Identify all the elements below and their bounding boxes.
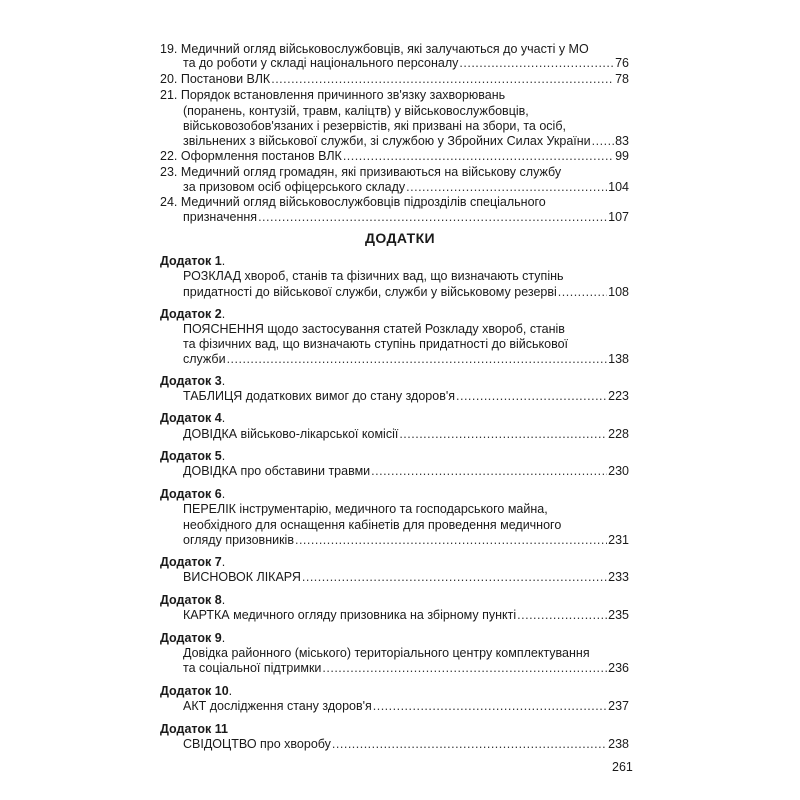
dot-leader bbox=[371, 464, 607, 479]
dot-leader bbox=[258, 210, 607, 225]
dot-leader bbox=[399, 427, 607, 442]
appendix-10-entry bbox=[183, 699, 629, 714]
appendix-6-line3: огляду призовників bbox=[183, 533, 294, 547]
appendix-label-text: Додаток 5 bbox=[160, 449, 222, 463]
toc-entry-21-line1: 21. Порядок встановлення причинного зв'язку захворювань bbox=[160, 88, 506, 102]
toc-entry-19 bbox=[183, 56, 629, 71]
appendix-3-label bbox=[160, 374, 225, 389]
appendix-11-label bbox=[160, 722, 228, 737]
appendix-label-dot: . bbox=[221, 593, 226, 607]
appendix-4-entry bbox=[183, 427, 629, 442]
appendix-10-line1: АКТ дослідження стану здоров'я bbox=[183, 699, 372, 713]
toc-page-number: 76 bbox=[615, 56, 629, 70]
appendix-1-line1: РОЗКЛАД хвороб, станів та фізичних вад, що визначають ступінь bbox=[183, 269, 564, 283]
appendix-label-text: Додаток 2 bbox=[160, 307, 222, 321]
dot-leader bbox=[558, 285, 607, 300]
toc-entry-19-line1: 19. Медичний огляд військовослужбовців, які залучаються до участі у МО bbox=[160, 42, 589, 56]
appendix-label-dot: . bbox=[221, 449, 226, 463]
appendix-4-label bbox=[160, 411, 225, 426]
toc-page-number: 235 bbox=[608, 608, 629, 622]
appendix-label-dot: . bbox=[221, 411, 226, 425]
appendix-label-dot: . bbox=[221, 254, 226, 268]
appendix-1-line2: придатності до військової служби, служби у військовому резерві bbox=[183, 285, 557, 299]
appendices-heading: ДОДАТКИ bbox=[364, 230, 436, 246]
toc-entry-24-line1: 24. Медичний огляд військовослужбовців підрозділів спеціального bbox=[160, 195, 546, 209]
dot-leader bbox=[271, 72, 614, 87]
appendix-label-text: Додаток 8 bbox=[160, 593, 222, 607]
dot-leader bbox=[302, 570, 607, 585]
dot-leader bbox=[322, 661, 607, 676]
appendix-4-line1: ДОВІДКА військово-лікарської комісії bbox=[183, 427, 399, 441]
toc-page-number: 223 bbox=[608, 389, 629, 403]
appendix-label-text: Додаток 1 bbox=[160, 254, 222, 268]
dot-leader bbox=[343, 149, 614, 164]
appendix-label-text: Додаток 9 bbox=[160, 631, 222, 645]
appendix-label-text: Додаток 10 bbox=[160, 684, 229, 698]
appendix-label-text: Додаток 7 bbox=[160, 555, 222, 569]
toc-entry-23-line1: 23. Медичний огляд громадян, які призиваються на військову службу bbox=[160, 165, 562, 179]
appendix-label-text: Додаток 3 bbox=[160, 374, 222, 388]
toc-page-number: 104 bbox=[608, 180, 629, 194]
appendix-7-label bbox=[160, 555, 225, 570]
toc-page-number: 237 bbox=[608, 699, 629, 713]
toc-entry-21-line3: військовозобов'язаних і резервістів, які призвані на збори, та осіб, bbox=[183, 119, 566, 133]
toc-entry-20 bbox=[160, 72, 629, 87]
appendix-8-entry bbox=[183, 608, 629, 623]
toc-entry-23-line2: за призовом осіб офіцерського складу bbox=[183, 180, 406, 194]
appendix-9-label bbox=[160, 631, 225, 646]
dot-leader bbox=[406, 180, 607, 195]
toc-entry-23 bbox=[183, 180, 629, 195]
toc-page-number: 138 bbox=[608, 352, 629, 366]
appendix-5-label bbox=[160, 449, 225, 464]
toc-page-number: 107 bbox=[608, 210, 629, 224]
appendix-11-line1: СВІДОЦТВО про хворобу bbox=[183, 737, 331, 751]
appendix-6-line1: ПЕРЕЛІК інструментарію, медичного та господарського майна, bbox=[183, 502, 548, 516]
toc-page-number: 238 bbox=[608, 737, 629, 751]
toc-entry-22 bbox=[160, 149, 629, 164]
appendix-2-line3: служби bbox=[183, 352, 226, 366]
appendix-9-line2: та соціальної підтримки bbox=[183, 661, 322, 675]
toc-entry-24-line2: призначення bbox=[183, 210, 258, 224]
appendix-2-label bbox=[160, 307, 225, 322]
dot-leader bbox=[456, 389, 607, 404]
appendix-2-line1: ПОЯСНЕННЯ щодо застосування статей Розкладу хвороб, станів bbox=[183, 322, 565, 336]
appendix-label-text: Додаток 4 bbox=[160, 411, 222, 425]
toc-page-number: 78 bbox=[615, 72, 629, 86]
appendix-label-dot: . bbox=[221, 487, 226, 501]
appendix-9-entry bbox=[183, 661, 629, 676]
appendix-3-line1: ТАБЛИЦЯ додаткових вимог до стану здоров'я bbox=[183, 389, 456, 403]
appendix-7-line1: ВИСНОВОК ЛІКАРЯ bbox=[183, 570, 301, 584]
appendix-3-entry bbox=[183, 389, 629, 404]
appendix-1-label bbox=[160, 254, 225, 269]
appendix-label-text: Додаток 6 bbox=[160, 487, 222, 501]
dot-leader bbox=[592, 134, 614, 149]
dot-leader bbox=[459, 56, 614, 71]
appendix-6-entry bbox=[183, 533, 629, 548]
page-number: 261 bbox=[612, 760, 633, 774]
appendix-2-line2: та фізичних вад, що визначають ступінь придатності до військової bbox=[183, 337, 569, 351]
appendix-label-dot: . bbox=[221, 555, 226, 569]
toc-page-number: 228 bbox=[608, 427, 629, 441]
toc-page-number: 233 bbox=[608, 570, 629, 584]
toc-entry-19-line2: та до роботи у складі національного персоналу bbox=[183, 56, 459, 70]
appendix-9-line1: Довідка районного (міського) територіального центру комплектування bbox=[183, 646, 590, 660]
dot-leader bbox=[295, 533, 607, 548]
toc-entry-20-title: 20. Постанови ВЛК bbox=[160, 72, 271, 86]
dot-leader bbox=[227, 352, 608, 367]
toc-page-number: 99 bbox=[615, 149, 629, 163]
toc-page-number: 230 bbox=[608, 464, 629, 478]
appendix-8-label bbox=[160, 593, 225, 608]
appendix-1-entry bbox=[183, 285, 629, 300]
dot-leader bbox=[373, 699, 607, 714]
toc-page-number: 231 bbox=[608, 533, 629, 547]
appendix-label-dot: . bbox=[228, 684, 233, 698]
toc-entry-21-line2: (поранень, контузій, травм, каліцтв) у військовослужбовців, bbox=[183, 104, 529, 118]
appendix-8-line1: КАРТКА медичного огляду призовника на збірному пункті bbox=[183, 608, 517, 622]
appendix-label-text: Додаток 11 bbox=[160, 722, 228, 736]
toc-entry-22-title: 22. Оформлення постанов ВЛК bbox=[160, 149, 342, 163]
toc-page-number: 83 bbox=[615, 134, 629, 148]
toc-entry-24 bbox=[183, 210, 629, 225]
appendix-5-entry bbox=[183, 464, 629, 479]
appendix-10-label bbox=[160, 684, 232, 699]
appendix-label-dot: . bbox=[221, 374, 226, 388]
appendix-6-line2: необхідного для оснащення кабінетів для проведення медичного bbox=[183, 518, 562, 532]
toc-page-number: 108 bbox=[608, 285, 629, 299]
dot-leader bbox=[332, 737, 607, 752]
appendix-label-dot: . bbox=[221, 631, 226, 645]
appendix-6-label bbox=[160, 487, 225, 502]
toc-entry-21-line4: звільнених з військової служби, зі службою у Збройних Силах України bbox=[183, 134, 591, 148]
appendix-2-entry bbox=[183, 352, 629, 367]
appendix-5-line1: ДОВІДКА про обставини травми bbox=[183, 464, 371, 478]
appendix-11-entry bbox=[183, 737, 629, 752]
toc-entry-21 bbox=[183, 134, 629, 149]
appendix-7-entry bbox=[183, 570, 629, 585]
appendix-label-dot: . bbox=[221, 307, 226, 321]
toc-page-number: 236 bbox=[608, 661, 629, 675]
dot-leader bbox=[517, 608, 607, 623]
